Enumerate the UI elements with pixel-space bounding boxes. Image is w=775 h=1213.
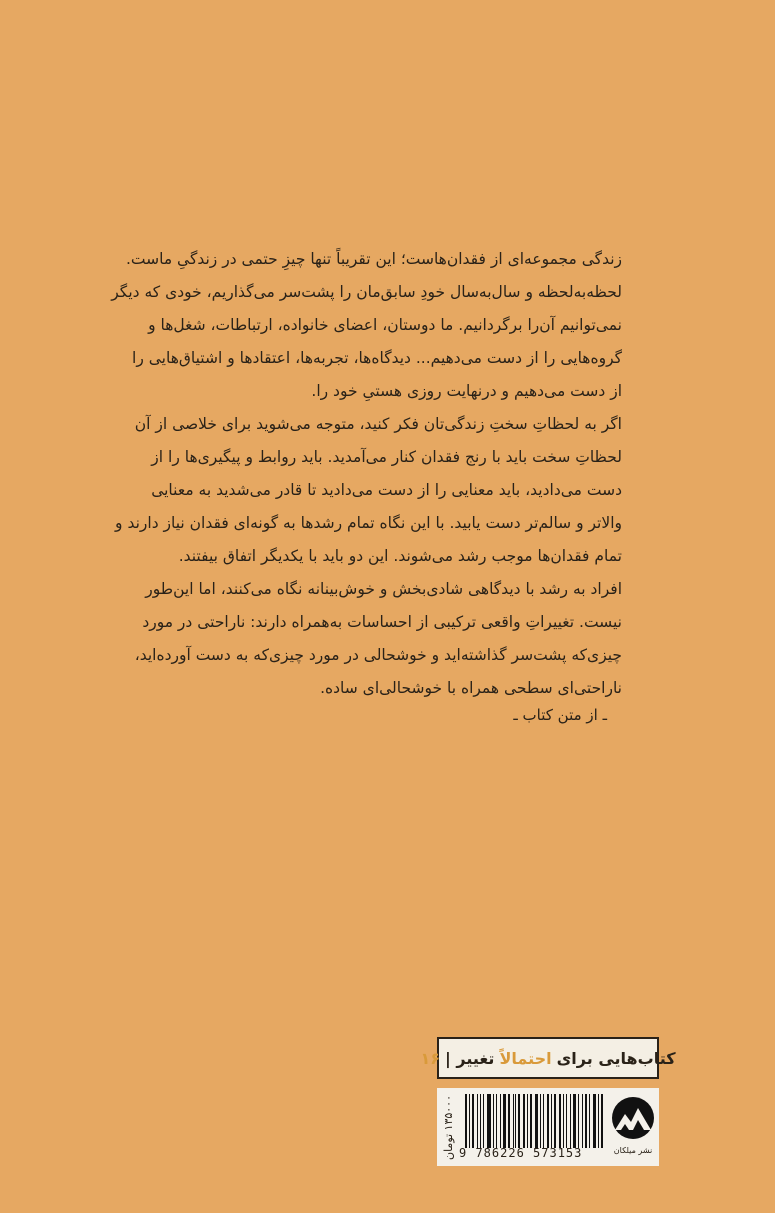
barcode-bar (566, 1094, 568, 1148)
blurb-line: لحظه‌به‌لحظه و سال‌به‌سال خودِ سابق‌مان را پشت‌سر می‌گذاریم، خودی که دیگر (111, 283, 622, 301)
barcode-bar (518, 1094, 520, 1148)
barcode-bar (582, 1094, 584, 1148)
barcode-bar (530, 1094, 532, 1148)
barcode-bar (523, 1094, 526, 1148)
barcode-bar (563, 1094, 564, 1148)
barcode-bar (573, 1094, 576, 1148)
barcode-bar (578, 1094, 579, 1148)
barcode-panel (437, 1088, 659, 1166)
publisher-name: نشر میلکان (613, 1146, 653, 1155)
barcode-bar (551, 1094, 552, 1148)
blurb-line: گروه‌هایی را از دست می‌دهیم... دیدگاه‌ها، تجربه‌ها، اعتقادها و اشتیاق‌هایی را (132, 349, 622, 367)
series-label (420, 1037, 676, 1079)
barcode-bar (477, 1094, 478, 1148)
barcode-bar (469, 1094, 470, 1148)
blurb-line: ناراحتی‌ای سطحی همراه با خوشحالی‌ای ساده. (320, 679, 622, 697)
price-text: ۱۳۵۰۰۰ تومان (441, 1094, 455, 1160)
source-note: ـ از متن کتاب ـ (513, 706, 607, 724)
blurb-line: لحظاتِ سخت باید با رنج فقدان کنار می‌آمدید. باید روابط و پیگیری‌ها را از (151, 448, 622, 466)
barcode-bar (483, 1094, 485, 1148)
barcode-bar (508, 1094, 510, 1148)
barcode-bar (593, 1094, 596, 1148)
blurb-line: نمی‌توانیم آن‌را برگردانیم. ما دوستان، اعضای خانواده، ارتباطات، شغل‌ها و (148, 316, 622, 334)
back-cover-blurb (111, 243, 622, 705)
blurb-line: نیست. تغییراتِ واقعی ترکیبی از احساسات به‌همراه دارند: ناراحتی در مورد (142, 613, 622, 631)
barcode-bar (601, 1094, 603, 1148)
blurb-line: تمام فقدان‌ها موجب رشد می‌شوند. این دو باید با یکدیگر اتفاق بیفتند. (178, 547, 622, 565)
blurb-line: زندگی مجموعه‌ای از فقدان‌هاست؛ این تقریباً تنها چیزِ حتمی در زندگیِ ماست. (125, 250, 622, 268)
barcode-bar (493, 1094, 494, 1148)
series-number: ۱۶ (420, 1048, 440, 1068)
barcode-bar (515, 1094, 516, 1148)
barcode-bar (480, 1094, 481, 1148)
barcode-bar (540, 1094, 541, 1148)
blurb-line: افراد به رشد با دیدگاهی شادی‌بخش و خوش‌بینانه نگاه می‌کنند، اما این‌طور (145, 580, 622, 598)
blurb-line: چیزی‌که پشت‌سر گذاشته‌اید و خوشحالی در مورد چیزی‌که به دست آورده‌اید، (134, 646, 622, 664)
barcode-bar (589, 1094, 590, 1148)
barcode-bar (465, 1094, 467, 1148)
barcode-bar (547, 1094, 549, 1148)
barcode (463, 1094, 603, 1148)
barcode-bar (535, 1094, 538, 1148)
barcode-bar (503, 1094, 506, 1148)
price-label (439, 1094, 457, 1160)
barcode-bar (496, 1094, 498, 1148)
barcode-bar (570, 1094, 571, 1148)
barcode-bar (500, 1094, 501, 1148)
blurb-line: والاتر و سالم‌تر دست یابید. با این نگاه تمام رشدها به گونه‌ای فقدان نیاز دارند و (115, 514, 622, 532)
barcode-bar (559, 1094, 561, 1148)
barcode-bar (554, 1094, 557, 1148)
barcode-bar (543, 1094, 544, 1148)
publisher-logo-icon (611, 1096, 655, 1140)
barcode-bar (472, 1094, 475, 1148)
series-suffix: تغییر | (444, 1048, 495, 1068)
series-highlight: احتمالاً (499, 1048, 552, 1068)
barcode-bar (527, 1094, 528, 1148)
barcode-bar (513, 1094, 514, 1148)
barcode-bar (487, 1094, 490, 1148)
isbn-number: 9 786226 573153 (459, 1146, 583, 1160)
blurb-line: از دست می‌دهیم و درنهایت روزی هستیِ خود را. (311, 382, 622, 400)
barcode-bar (585, 1094, 587, 1148)
blurb-line: اگر به لحظاتِ سختِ زندگی‌تان فکر کنید، متوجه می‌شوید برای خلاصی از آن (134, 415, 622, 433)
barcode-bar (598, 1094, 599, 1148)
series-prefix: کتاب‌هایی برای (556, 1048, 676, 1068)
blurb-line: دست می‌دادید، باید معنایی را از دست می‌دادید تا قادر می‌شدید به معنایی (151, 481, 622, 499)
